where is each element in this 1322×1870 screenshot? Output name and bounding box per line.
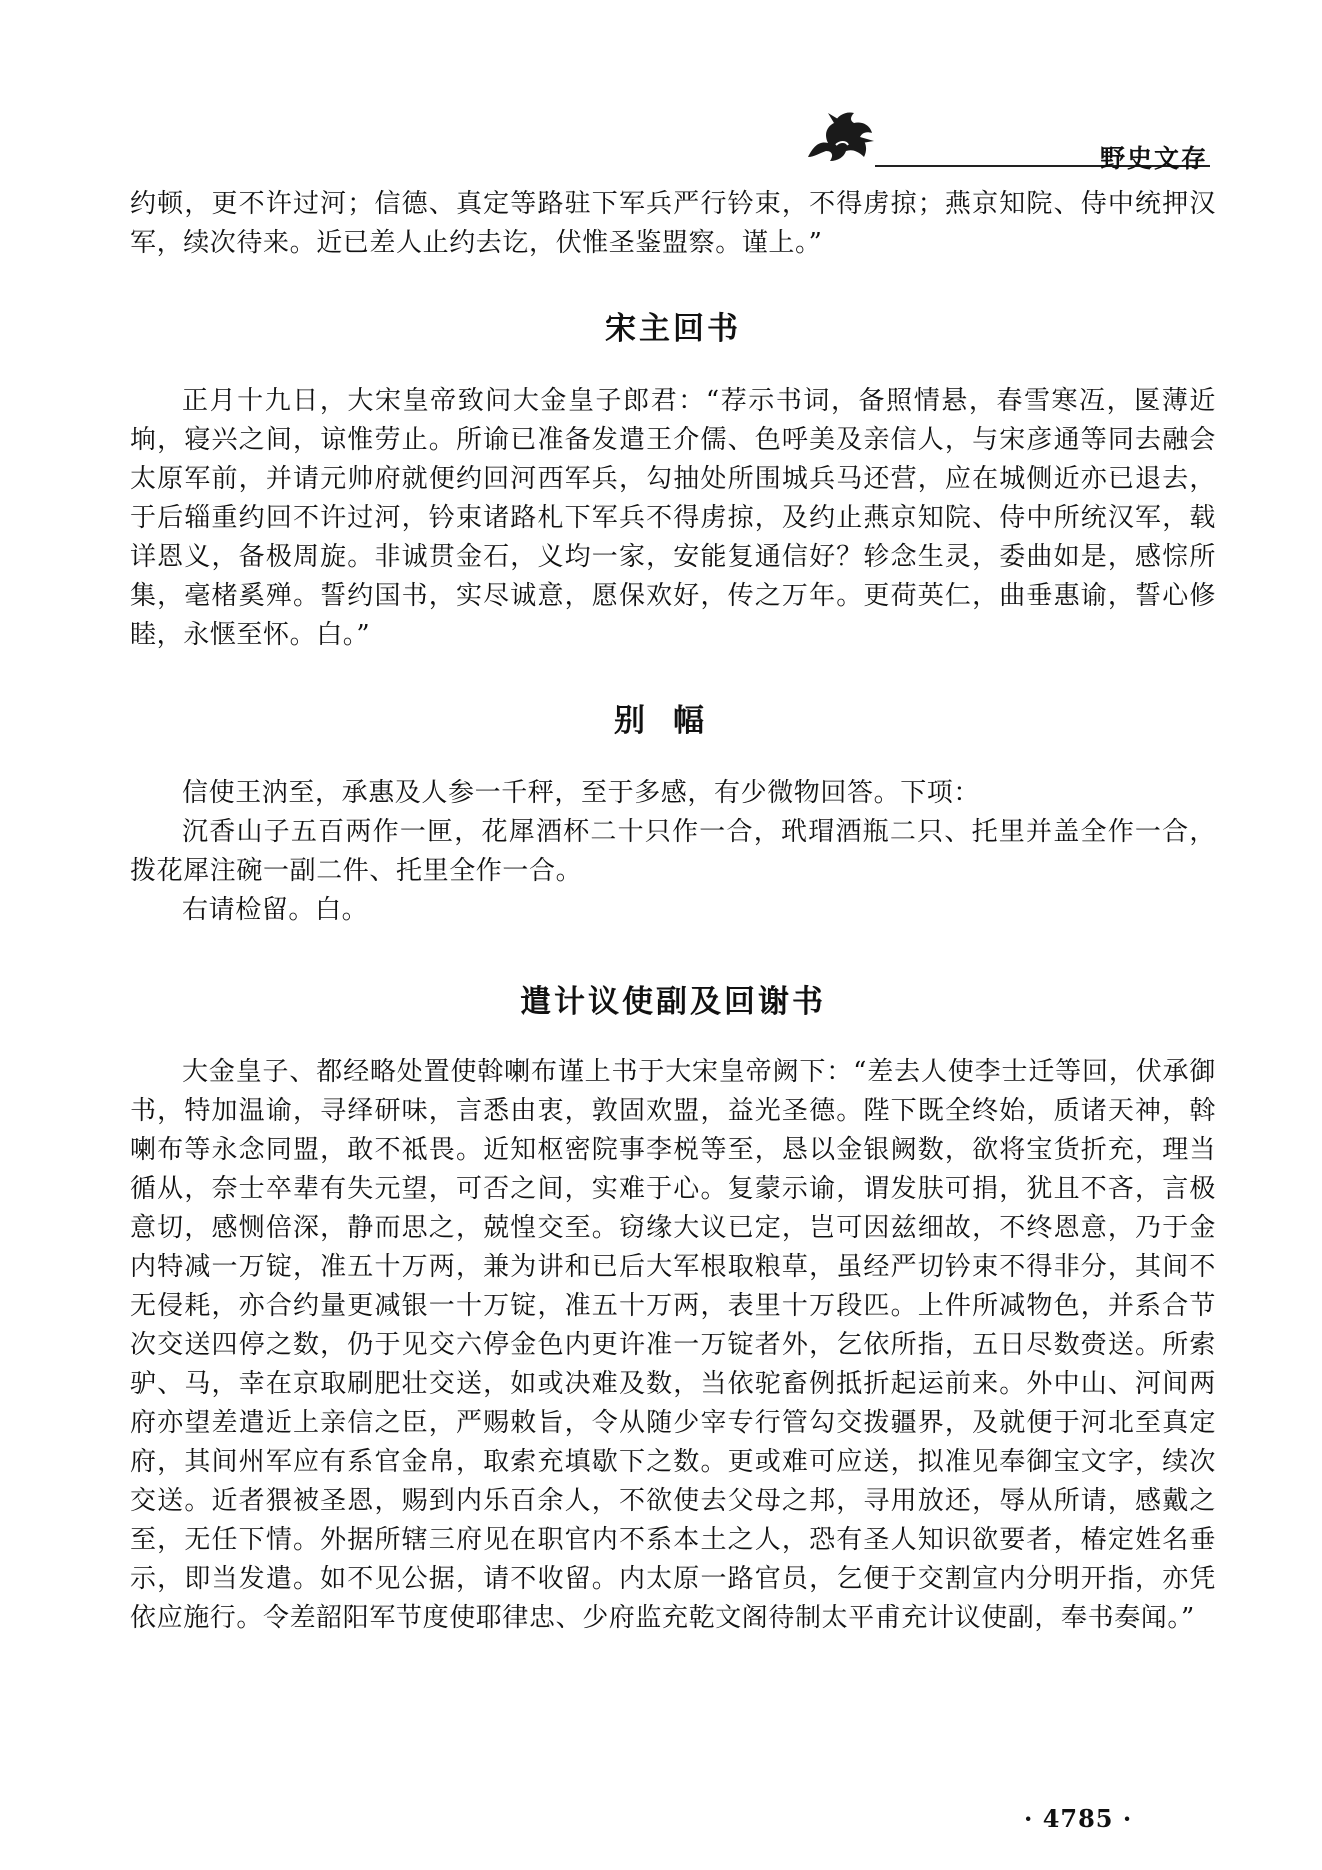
biefu-paragraph-2: 沉香山子五百两作一匣，花犀酒杯二十只作一合，玳瑁酒瓶二只、托里并盖全作一合，拨花犀注碗一副二件、托里全作一合。 [130, 817, 1216, 886]
section-title-envoy-letter: 遣计议使副及回谢书 [520, 984, 826, 1020]
continuation-paragraph: 约顿，更不许过河；信德、真定等路驻下军兵严行钤束，不得虏掠；燕京知院、侍中统押汉军，续次待来。近已差人止约去讫，伏惟圣鉴盟察。谨上。” [130, 189, 1216, 258]
book-series-title: 野史文存 [1099, 144, 1208, 173]
section-title-song-reply: 宋主回书 [605, 311, 741, 347]
page-body [130, 185, 1216, 1638]
biefu-paragraph-1: 信使王汭至，承惠及人参一千秤，至于多感，有少微物回答。下项： [182, 778, 981, 808]
dragon-emblem-icon [800, 105, 880, 165]
page-number: · 4785 · [1024, 1804, 1133, 1833]
section-title-biefu: 别幅 [614, 703, 732, 739]
section-paragraph-envoy-letter: 大金皇子、都经略处置使斡喇布谨上书于大宋皇帝阙下：“差去人使李士迁等回，伏承御书，特加温谕，寻绎研味，言悉由衷，敦固欢盟，益光圣德。陛下既全终始，质诸天神，斡喇布等永念同盟，敢不祗畏。近知枢密院事李棁等至，恳以金银阙数，欲将宝货折充，理当循从，奈士卒辈有失元望，可否之间，实难于心。复蒙示谕，谓发肤可捐，犹且不吝，言极意切，感恻倍深，静而思之，兢惶交至。窃缘大议已定，岂可因兹细故，不终恩意，乃于金内特减一万锭，准五十万两，兼为讲和已后大军根取粮草，虽经严切钤束不得非分，其间不无侵耗，亦合约量更减银一十万锭，准五十万两，表里十万段匹。上件所减物色，并系合节次交送四停之数，仍于见交六停金色内更许准一万锭者外，乞依所指，五日尽数赍送。所索驴、马，幸在京取刷肥壮交送，如或决难及数，当依驼畜例抵折起运前来。外中山、河间两府亦望差遣近上亲信之臣，严赐敕旨，令从随少宰专行管勾交拨疆界，及就便于河北至真定府，其间州军应有系官金帛，取索充填歇下之数。更或难可应送，拟准见奉御宝文字，续次交送。近者猥被圣恩，赐到内乐百余人，不欲使去父母之邦，寻用放还，辱从所请，感戴之至，无任下情。外据所辖三府见在职官内不系本土之人，恐有圣人知识欲要者，椿定姓名垂示，即当发遣。如不见公据，请不收留。内太原一路官员，乞便于交割宣内分明开指，亦凭依应施行。令差韶阳军节度使耶律忠、少府监充乾文阁待制太平甫充计议使副，奉书奏闻。” [130, 1057, 1216, 1633]
section-paragraph-song-reply: 正月十九日，大宋皇帝致问大金皇子郎君：“荐示书词，备照情悬，春雪寒冱，匽薄近垧，寝兴之间，谅惟劳止。所谕已准备发遣王介儒、色呼美及亲信人，与宋彦通等同去融会太原军前，并请元帅府就便约回河西军兵，勾抽处所围城兵马还营，应在城侧近亦已退去，于后辎重约回不许过河，钤束诸路札下军兵不得虏掠，及约止燕京知院、侍中所统汉军，载详恩义，备极周旋。非诚贯金石，义均一家，安能复通信好？轸念生灵，委曲如是，感悰所集，毫楮奚殚。誓约国书，实尽诚意，愿保欢好，传之万年。更荷英仁，曲垂惠谕，誓心修睦，永惬至怀。白。” [130, 386, 1216, 650]
biefu-paragraph-3: 右请检留。白。 [182, 895, 369, 925]
running-header [790, 95, 1220, 175]
